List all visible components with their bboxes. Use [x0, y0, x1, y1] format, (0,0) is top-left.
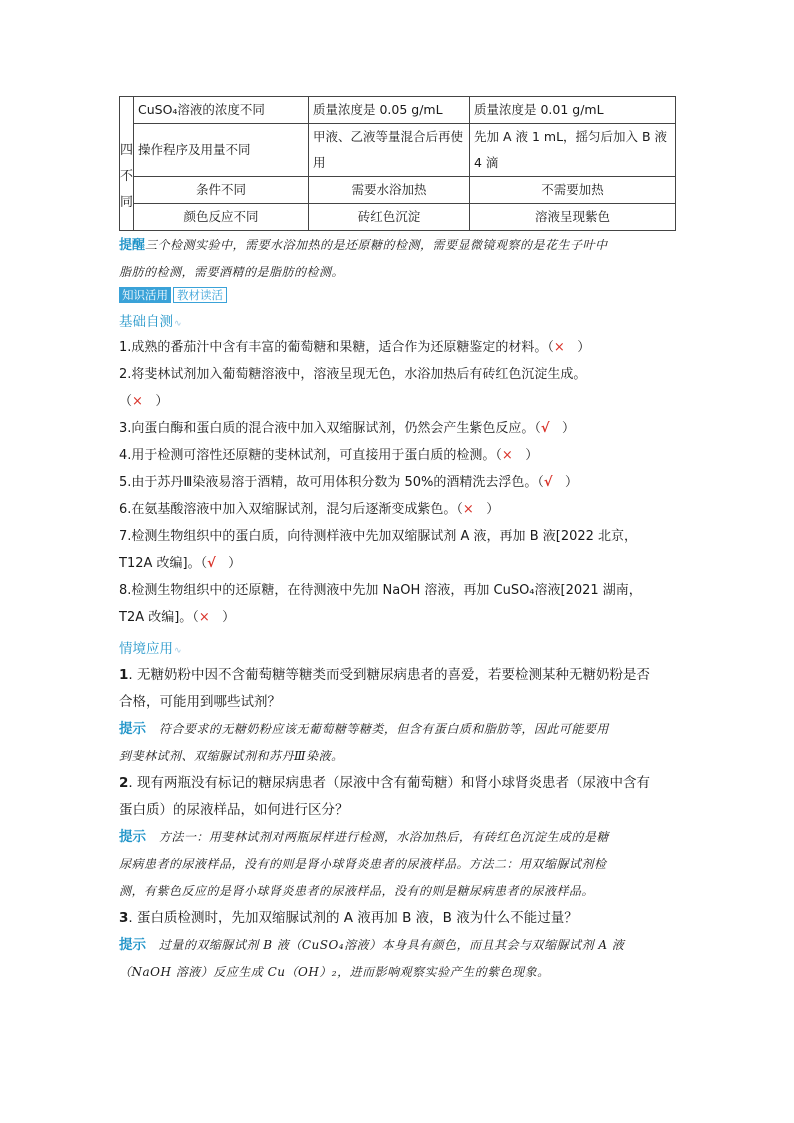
- list-item-cont: T2A 改编]。（× ）: [119, 610, 236, 625]
- table-cell: 甲液、乙液等量混合后再使用: [309, 124, 470, 177]
- hint-label: 提示: [119, 721, 146, 737]
- cross-mark: ×: [132, 394, 143, 409]
- list-item: 3.向蛋白酶和蛋白质的混合液中加入双缩脲试剂，仍然会产生紫色反应。（√ ）: [119, 421, 575, 436]
- hint-label: 提示: [119, 829, 146, 845]
- section-title-basic: 基础自测∿: [119, 314, 182, 330]
- reminder-block: [119, 232, 679, 286]
- list-item: 2.将斐林试剂加入葡萄糖溶液中，溶液呈现无色，水浴加热后有砖红色沉淀生成。: [119, 367, 587, 382]
- list-item: 8.检测生物组织中的还原糖，在待测液中先加 NaOH 溶液，再加 CuSO₄溶液[2021 湖南，: [119, 583, 642, 598]
- cross-mark: ×: [501, 448, 513, 463]
- table-cell: 质量浓度是 0.01 g/mL: [470, 97, 676, 124]
- table-cell: 溶液呈现紫色: [470, 204, 676, 231]
- list-item-cont: （× ）: [119, 394, 169, 409]
- answer-3: 提示 过量的双缩脲试剂 B 液（CuSO₄溶液）本身具有颜色，而且其会与双缩脲试剂 A 液: [119, 937, 625, 953]
- scenario-questions: 1. 无糖奶粉中因不含葡萄糖等糖类而受到糖尿病患者的喜爱，若要检测某种无糖奶粉是否 合格，可能用到哪些试剂？ 提示 符合要求的无糖奶粉应该无葡萄糖等糖类，但含有蛋白质和脂肪等，因此可能要用 到斐林试剂、双缩脲试剂和苏丹Ⅲ染液。 2. 现有两瓶没有标记的糖尿病患者（尿液中含有葡萄糖）和肾小球肾炎患者（尿液中含有 蛋白质）的尿液样品，如何进行区分？ 提示 方法一：用斐林试剂对两瓶尿样进行检测，水浴加热后，有砖红色沉淀生成的是糖 尿病患者的尿液样品，没有的则是肾小球肾炎患者的尿液样品。方法二：用双缩脲试剂检 测，有紫色反应的是肾小球肾炎患者的尿液样品，没有的则是糖尿病患者的尿液样品。 3. 蛋白质检测时，先加双缩脲试剂的 A 液再加 B 液，B 液为什么不能过量？ 提示 过量的双缩脲试剂 B 液（CuSO₄溶液）本身具有颜色，而且其会与双缩脲试剂 A 液 （NaOH 溶液）反应生成 Cu（OH）₂，进而影响观察实验产生的紫色现象。: [119, 662, 679, 986]
- side-label-char: 四: [120, 142, 134, 158]
- table-cell: 质量浓度是 0.05 g/mL: [309, 97, 470, 124]
- list-item: 7.检测生物组织中的蛋白质，向待测样液中先加双缩脲试剂 A 液，再加 B 液[2022 北京，: [119, 529, 638, 544]
- table-row: [120, 124, 676, 177]
- cross-mark: ×: [462, 502, 474, 517]
- table-cell: CuSO₄溶液的浓度不同: [134, 97, 309, 124]
- check-mark: √: [543, 475, 553, 490]
- question-3: 3. 蛋白质检测时，先加双缩脲试剂的 A 液再加 B 液，B 液为什么不能过量？: [119, 910, 578, 926]
- table-cell: 先加 A 液 1 mL，摇匀后加入 B 液 4 滴: [470, 124, 676, 177]
- section-tags: [119, 287, 227, 303]
- reminder-text: 脂肪的检测，需要酒精的是脂肪的检测。: [119, 265, 345, 279]
- tag-textbook: 教材读活: [173, 287, 227, 303]
- table-cell: 条件不同: [134, 177, 309, 204]
- list-item-cont: T12A 改编]。（√ ）: [119, 556, 242, 571]
- answer-1: 提示 符合要求的无糖奶粉应该无葡萄糖等糖类，但含有蛋白质和脂肪等，因此可能要用: [119, 721, 609, 737]
- list-item: 6.在氨基酸溶液中加入双缩脲试剂，混匀后逐渐变成紫色。（× ）: [119, 502, 500, 517]
- check-mark: √: [207, 556, 216, 571]
- list-item: 1.成熟的番茄汁中含有丰富的葡萄糖和果糖，适合作为还原糖鉴定的材料。（× ）: [119, 340, 591, 355]
- section-title-scenario: 情境应用∿: [119, 641, 182, 657]
- table-row: [120, 204, 676, 231]
- side-label-char: 同: [120, 194, 134, 210]
- question-1: 1. 无糖奶粉中因不含葡萄糖等糖类而受到糖尿病患者的喜爱，若要检测某种无糖奶粉是否: [119, 667, 650, 683]
- answer-2: 提示 方法一：用斐林试剂对两瓶尿样进行检测，水浴加热后，有砖红色沉淀生成的是糖: [119, 829, 609, 845]
- side-label-cell: [120, 97, 134, 231]
- cross-mark: ×: [553, 340, 565, 355]
- side-label-char: 不: [120, 168, 134, 184]
- comparison-table: [119, 96, 676, 231]
- check-mark: √: [540, 421, 550, 436]
- table-cell: 需要水浴加热: [309, 177, 470, 204]
- table-row: [120, 97, 676, 124]
- reminder-text: 三个检测实验中，需要水浴加热的是还原糖的检测，需要显微镜观察的是花生子叶中: [145, 238, 608, 252]
- question-2: 2. 现有两瓶没有标记的糖尿病患者（尿液中含有葡萄糖）和肾小球肾炎患者（尿液中含有: [119, 775, 650, 791]
- wave-icon: ∿: [174, 319, 182, 329]
- table-cell: 颜色反应不同: [134, 204, 309, 231]
- table-cell: 砖红色沉淀: [309, 204, 470, 231]
- table-cell: 操作程序及用量不同: [134, 124, 309, 177]
- reminder-label: 提醒: [119, 238, 146, 253]
- tag-knowledge: 知识活用: [119, 287, 171, 303]
- cross-mark: ×: [198, 610, 210, 625]
- list-item: 4.用于检测可溶性还原糖的斐林试剂，可直接用于蛋白质的检测。（× ）: [119, 448, 539, 463]
- list-item: 5.由于苏丹Ⅲ染液易溶于酒精，故可用体积分数为 50%的酒精洗去浮色。（√ ）: [119, 475, 578, 490]
- wave-icon: ∿: [174, 646, 182, 656]
- self-test-list: [119, 334, 679, 631]
- table-row: [120, 177, 676, 204]
- hint-label: 提示: [119, 937, 146, 953]
- table-cell: 不需要加热: [470, 177, 676, 204]
